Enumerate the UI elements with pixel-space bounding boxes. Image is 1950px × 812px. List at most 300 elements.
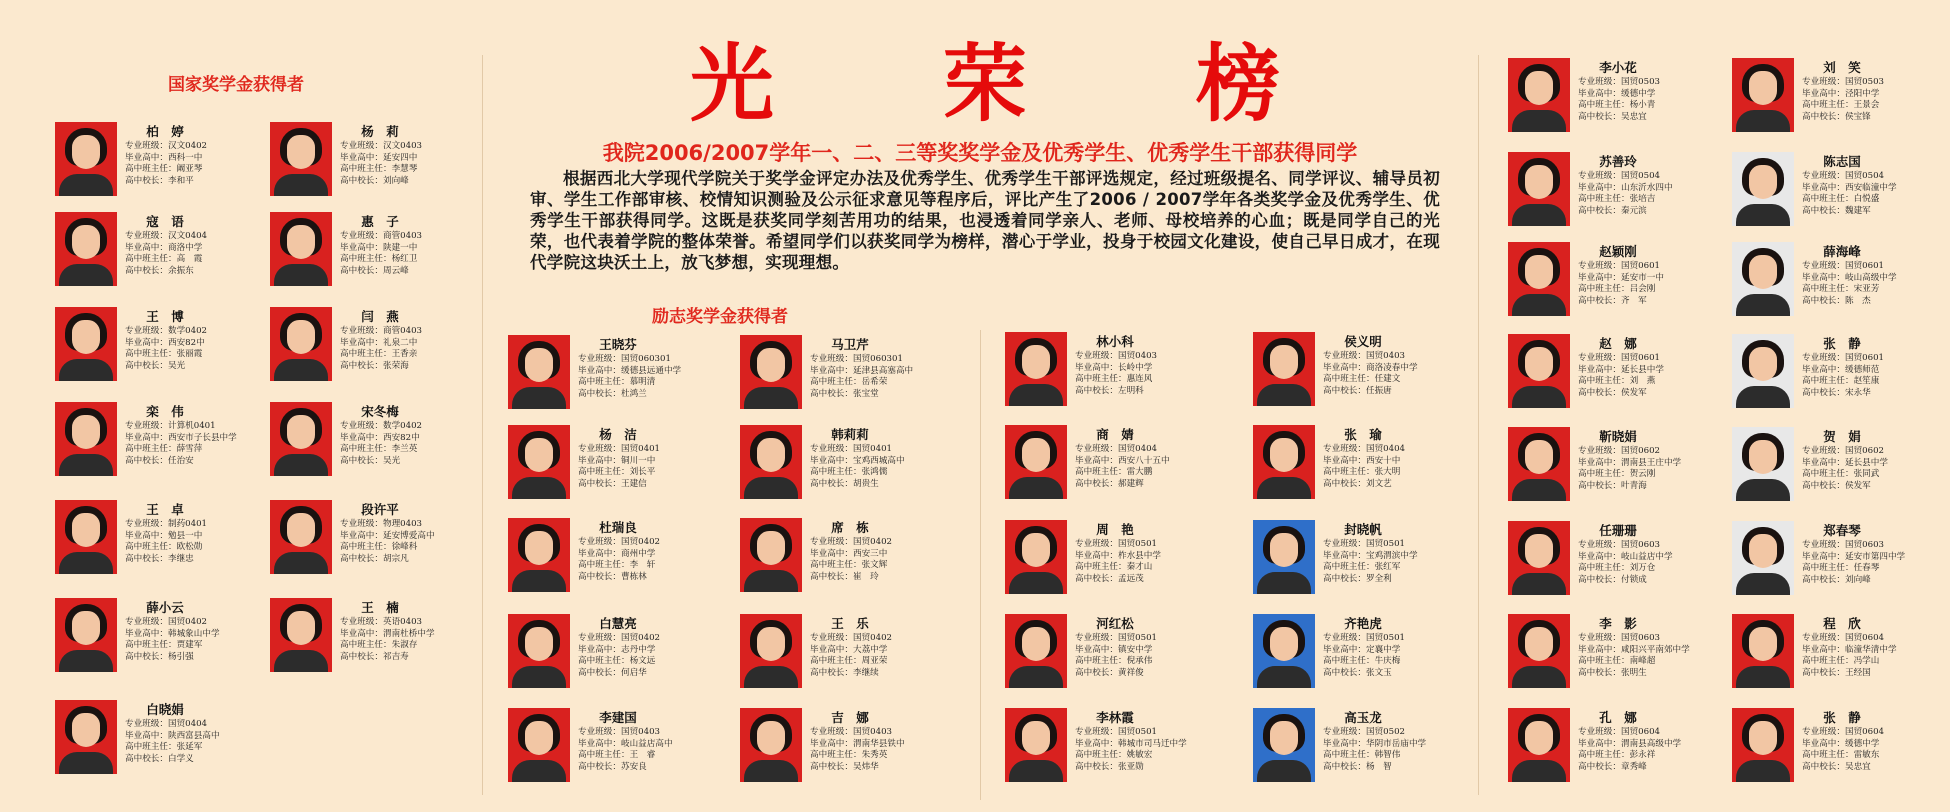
student-card	[1508, 242, 1728, 324]
student-card	[1253, 332, 1473, 414]
student-detail: 专业班级：数学0402	[125, 326, 208, 336]
student-detail: 高中班主任：张大明	[1323, 467, 1401, 477]
student-detail: 高中校长：叶青海	[1578, 480, 1647, 491]
student-detail: 高中班主任：李慧琴	[340, 164, 418, 174]
student-detail: 高中校长：李继续	[810, 667, 879, 678]
student-name: 河红松	[1096, 616, 1134, 631]
student-card	[1508, 334, 1728, 416]
student-info	[125, 212, 275, 277]
student-detail: 专业班级：国贸0604	[1802, 633, 1885, 643]
student-photo	[270, 122, 332, 196]
student-name: 张 静	[1823, 710, 1861, 725]
student-detail: 高中校长：刘向峰	[340, 175, 409, 186]
student-info	[1802, 152, 1950, 217]
student-photo	[1732, 521, 1794, 595]
student-detail: 专业班级：国贸060301	[578, 354, 671, 364]
student-detail: 高中校长：张文玉	[1323, 667, 1392, 678]
student-detail: 高中班主任：彭永祥	[1578, 750, 1656, 760]
student-detail: 高中班主任：刘长平	[578, 467, 656, 477]
student-name: 吉 娜	[831, 710, 869, 725]
student-photo	[1005, 425, 1067, 499]
student-detail: 高中班主任：朱秀英	[810, 750, 888, 760]
student-name: 王 卓	[146, 502, 184, 517]
student-detail: 专业班级：国贸0402	[578, 633, 661, 643]
student-detail: 毕业高中：宝鸡渭滨中学	[1323, 550, 1418, 561]
student-card	[55, 500, 275, 582]
student-detail: 专业班级：计算机0401	[125, 421, 216, 431]
student-name: 寇 语	[146, 214, 184, 229]
student-detail: 高中班主任：王香亲	[340, 349, 418, 359]
student-card	[1253, 614, 1473, 696]
student-detail: 毕业高中：渭南县高级中学	[1578, 738, 1682, 749]
student-card	[1005, 520, 1225, 602]
student-detail: 高中校长：崔 玲	[810, 571, 879, 582]
student-detail: 毕业高中：商州中学	[578, 548, 656, 559]
student-info	[578, 614, 728, 679]
student-name: 柏 婷	[146, 124, 184, 139]
student-detail: 高中校长：黄祥俊	[1075, 667, 1144, 678]
student-detail: 专业班级：汉文0403	[340, 141, 423, 151]
student-name: 苏善玲	[1599, 154, 1637, 169]
student-detail: 专业班级：商管0403	[340, 231, 423, 241]
student-detail: 高中班主任：姚敏宏	[1075, 750, 1153, 760]
student-detail: 高中校长：吴忠宜	[1578, 111, 1647, 122]
student-photo	[270, 307, 332, 381]
student-detail: 高中班主任：刘万仓	[1578, 563, 1656, 573]
student-name: 李林霞	[1096, 710, 1134, 725]
student-name: 赵 娜	[1599, 336, 1637, 351]
student-detail: 高中校长：任振唐	[1323, 385, 1392, 396]
student-name: 韩莉莉	[831, 427, 869, 442]
student-photo	[1732, 614, 1794, 688]
student-name: 闫 燕	[361, 309, 399, 324]
student-card	[270, 500, 490, 582]
student-detail: 毕业高中：西安82中	[125, 337, 205, 348]
student-name: 刘 笑	[1823, 60, 1861, 75]
student-photo	[1253, 708, 1315, 782]
student-detail: 高中校长：付锁成	[1578, 574, 1647, 585]
student-detail: 专业班级：国贸0602	[1802, 446, 1885, 456]
page-title	[690, 36, 1280, 132]
student-card	[55, 212, 275, 294]
student-photo	[1508, 334, 1570, 408]
student-detail: 毕业高中：临潼华清中学	[1802, 644, 1897, 655]
student-info	[1578, 614, 1728, 679]
student-info	[1802, 58, 1950, 123]
student-photo	[270, 212, 332, 286]
student-detail: 专业班级：国贸0503	[1802, 77, 1885, 87]
student-photo	[740, 425, 802, 499]
student-card	[55, 598, 275, 680]
student-info	[125, 122, 275, 187]
student-name: 李 影	[1599, 616, 1637, 631]
student-info	[1075, 520, 1225, 585]
student-name: 孔 娜	[1599, 710, 1637, 725]
student-name: 封晓帆	[1344, 522, 1382, 537]
student-detail: 高中校长：张宝堂	[810, 388, 879, 399]
student-card	[740, 335, 960, 417]
student-photo	[508, 614, 570, 688]
student-photo	[1508, 152, 1570, 226]
student-card	[1508, 58, 1728, 140]
student-detail: 高中校长：侯宝锋	[1802, 111, 1871, 122]
student-photo	[1732, 58, 1794, 132]
student-detail: 高中班主任：白悦盛	[1802, 194, 1880, 204]
student-name: 林小科	[1096, 334, 1134, 349]
student-detail: 专业班级：国贸0404	[125, 719, 208, 729]
student-photo	[740, 335, 802, 409]
student-detail: 高中校长：宋永华	[1802, 387, 1871, 398]
student-detail: 专业班级：国贸0601	[1578, 261, 1661, 271]
student-detail: 高中班主任：李兰英	[340, 444, 418, 454]
student-detail: 毕业高中：咸阳兴平南郊中学	[1578, 644, 1690, 655]
student-detail: 高中校长：左明科	[1075, 385, 1144, 396]
student-detail: 毕业高中：华阴市岳庙中学	[1323, 738, 1427, 749]
student-info	[340, 500, 490, 565]
student-detail: 专业班级：物理0403	[340, 519, 423, 529]
student-name: 席 栋	[831, 520, 869, 535]
student-name: 靳晓娟	[1599, 429, 1637, 444]
student-detail: 高中校长：任治安	[125, 455, 194, 466]
student-detail: 高中班主任：张文辉	[810, 560, 888, 570]
student-photo	[55, 122, 117, 196]
title-char: 榜	[1195, 35, 1280, 133]
student-card	[1508, 708, 1728, 790]
student-card	[1005, 708, 1225, 790]
student-detail: 毕业高中：缓德中学	[1802, 738, 1880, 749]
student-detail: 高中校长：胡贵生	[810, 478, 879, 489]
student-detail: 高中班主任：杨文远	[578, 656, 656, 666]
student-detail: 专业班级：国贸0403	[578, 727, 661, 737]
student-name: 杨 莉	[361, 124, 399, 139]
student-photo	[1253, 520, 1315, 594]
student-photo	[1253, 614, 1315, 688]
student-name: 王晓芬	[599, 337, 637, 352]
student-detail: 专业班级：国贸0401	[578, 444, 661, 454]
student-info	[1802, 427, 1950, 492]
student-detail: 专业班级：国贸0501	[1075, 539, 1158, 549]
student-detail: 高中班主任：秦才山	[1075, 562, 1153, 572]
student-detail: 高中班主任：岳希荣	[810, 377, 888, 387]
student-name: 张 瑜	[1344, 427, 1382, 442]
student-detail: 专业班级：国贸0403	[1323, 351, 1406, 361]
student-detail: 毕业高中：勉县一中	[125, 530, 203, 541]
student-detail: 专业班级：国贸0604	[1802, 727, 1885, 737]
national-scholarship-heading: 国家奖学金获得者	[168, 75, 304, 95]
student-photo	[270, 500, 332, 574]
student-name: 李建国	[599, 710, 637, 725]
student-detail: 毕业高中：延津县高塞高中	[810, 365, 914, 376]
student-detail: 高中校长：杨 智	[1323, 761, 1392, 772]
student-card	[508, 708, 728, 790]
student-info	[1802, 334, 1950, 399]
student-detail: 高中班主任：张丽霞	[125, 349, 203, 359]
student-detail: 高中校长：吴炜华	[810, 761, 879, 772]
student-name: 侯义明	[1344, 334, 1382, 349]
student-card	[270, 212, 490, 294]
student-detail: 专业班级：国贸0504	[1802, 171, 1885, 181]
student-detail: 高中校长：刘文艺	[1323, 478, 1392, 489]
student-photo	[1005, 332, 1067, 406]
inspiration-scholarship-heading: 励志奖学金获得者	[652, 307, 788, 327]
student-detail: 毕业高中：西科一中	[125, 152, 203, 163]
student-detail: 专业班级：国贸0402	[810, 537, 893, 547]
student-card	[1732, 58, 1950, 140]
student-info	[340, 122, 490, 187]
student-detail: 专业班级：国贸0601	[1578, 353, 1661, 363]
student-card	[508, 518, 728, 600]
student-name: 郑春琴	[1823, 523, 1861, 538]
student-info	[340, 307, 490, 372]
student-detail: 毕业高中：西安三中	[810, 548, 888, 559]
student-name: 贺 娟	[1823, 429, 1861, 444]
student-photo	[740, 614, 802, 688]
student-info	[1323, 614, 1473, 679]
student-name: 段许平	[361, 502, 399, 517]
student-detail: 毕业高中：延安博爱高中	[340, 530, 435, 541]
student-detail: 高中班主任：张延军	[125, 742, 203, 752]
student-detail: 高中校长：侯发军	[1802, 480, 1871, 491]
student-name: 宋冬梅	[361, 404, 399, 419]
student-detail: 专业班级：数学0402	[340, 421, 423, 431]
student-photo	[1508, 614, 1570, 688]
student-detail: 专业班级：国贸0403	[1075, 351, 1158, 361]
student-detail: 高中班主任：吕会刚	[1578, 284, 1656, 294]
student-detail: 专业班级：国贸0404	[1323, 444, 1406, 454]
student-info	[810, 708, 960, 773]
student-detail: 专业班级：国贸0501	[1075, 727, 1158, 737]
student-info	[125, 500, 275, 565]
student-detail: 毕业高中：山东沂水四中	[1578, 182, 1673, 193]
student-detail: 毕业高中：柞水县中学	[1075, 550, 1161, 561]
student-info	[1578, 58, 1728, 123]
student-photo	[270, 598, 332, 672]
student-detail: 毕业高中：韩城象山中学	[125, 628, 220, 639]
student-detail: 专业班级：国贸0402	[125, 617, 208, 627]
student-detail: 专业班级：国贸0601	[1802, 353, 1885, 363]
student-name: 张 静	[1823, 336, 1861, 351]
student-card	[1508, 614, 1728, 696]
student-photo	[508, 425, 570, 499]
student-name: 王 楠	[361, 600, 399, 615]
student-photo	[55, 700, 117, 774]
student-detail: 高中校长：孟远茂	[1075, 573, 1144, 584]
student-info	[1578, 521, 1728, 586]
student-detail: 毕业高中：定襄中学	[1323, 644, 1401, 655]
student-detail: 高中班主任：杨红卫	[340, 254, 418, 264]
student-detail: 高中班主任：韩智伟	[1323, 750, 1401, 760]
student-info	[1075, 425, 1225, 490]
student-detail: 专业班级：国贸0502	[1323, 727, 1406, 737]
student-name: 商 婧	[1096, 427, 1134, 442]
student-detail: 高中校长：王建信	[578, 478, 647, 489]
student-info	[1802, 708, 1950, 773]
student-detail: 专业班级：国贸0601	[1802, 261, 1885, 271]
student-info	[1578, 334, 1728, 399]
student-info	[1578, 427, 1728, 492]
student-detail: 专业班级：汉文0404	[125, 231, 208, 241]
student-name: 高玉龙	[1344, 710, 1382, 725]
student-info	[1802, 614, 1950, 679]
student-detail: 毕业高中：铜川一中	[578, 455, 656, 466]
student-detail: 高中班主任：徐峰科	[340, 542, 418, 552]
student-photo	[1508, 58, 1570, 132]
student-photo	[1732, 708, 1794, 782]
student-detail: 高中班主任：南峰超	[1578, 656, 1656, 666]
student-photo	[1732, 242, 1794, 316]
student-detail: 高中校长：王经国	[1802, 667, 1871, 678]
student-detail: 毕业高中：陕建一中	[340, 242, 418, 253]
student-detail: 毕业高中：延长县中学	[1802, 457, 1888, 468]
student-detail: 高中班主任：张红军	[1323, 562, 1401, 572]
student-info	[1075, 332, 1225, 397]
student-detail: 毕业高中：延长县中学	[1578, 364, 1664, 375]
student-detail: 专业班级：汉文0402	[125, 141, 208, 151]
subtitle: 我院2006/2007学年一、二、三等奖奖学金及优秀学生、优秀学生干部获得同学	[602, 141, 1358, 165]
student-name: 王 乐	[831, 616, 869, 631]
student-detail: 高中班主任：刘 燕	[1578, 376, 1656, 386]
student-photo	[1732, 334, 1794, 408]
student-detail: 高中班主任：宋亚芳	[1802, 284, 1880, 294]
student-detail: 专业班级：国贸0402	[810, 633, 893, 643]
student-detail: 毕业高中：渭南县王庄中学	[1578, 457, 1682, 468]
student-photo	[740, 708, 802, 782]
student-info	[1802, 242, 1950, 307]
student-detail: 高中班主任：倪承伟	[1075, 656, 1153, 666]
student-name: 白晓娟	[146, 702, 184, 717]
student-detail: 高中校长：秦元滨	[1578, 205, 1647, 216]
student-detail: 毕业高中：缓德县远通中学	[578, 365, 682, 376]
student-info	[1075, 614, 1225, 679]
student-photo	[1508, 708, 1570, 782]
student-detail: 高中班主任：慕明清	[578, 377, 656, 387]
student-card	[1732, 334, 1950, 416]
student-card	[55, 402, 275, 484]
student-info	[1578, 708, 1728, 773]
student-detail: 高中班主任：贾建军	[125, 640, 203, 650]
student-card	[1005, 614, 1225, 696]
student-detail: 高中班主任：冯学山	[1802, 656, 1880, 666]
student-detail: 毕业高中：延安市第四中学	[1802, 551, 1906, 562]
student-info	[125, 598, 275, 663]
student-detail: 高中校长：齐 军	[1578, 295, 1647, 306]
student-detail: 毕业高中：韩城市司马迁中学	[1075, 738, 1187, 749]
student-detail: 高中校长：张荣海	[340, 360, 409, 371]
student-info	[810, 518, 960, 583]
student-info	[578, 335, 728, 400]
student-card	[1253, 708, 1473, 790]
student-detail: 专业班级：国贸0501	[1075, 633, 1158, 643]
title-char: 荣	[942, 35, 1027, 133]
student-detail: 高中校长：胡宗凡	[340, 553, 409, 564]
student-card	[55, 700, 275, 782]
student-card	[1005, 332, 1225, 414]
student-detail: 毕业高中：西安八十五中	[1075, 455, 1170, 466]
student-detail: 高中校长：吴光	[340, 455, 401, 466]
student-card	[508, 335, 728, 417]
student-card	[1732, 614, 1950, 696]
student-info	[810, 614, 960, 679]
student-name: 惠 子	[361, 214, 399, 229]
student-photo	[1508, 427, 1570, 501]
student-detail: 毕业高中：西安市子长县中学	[125, 432, 237, 443]
student-info	[1323, 425, 1473, 490]
student-info	[1578, 242, 1728, 307]
student-detail: 高中校长：刘向峰	[1802, 574, 1871, 585]
student-photo	[1005, 520, 1067, 594]
student-detail: 专业班级：国贸0604	[1578, 727, 1661, 737]
student-card	[270, 122, 490, 204]
student-detail: 毕业高中：陕西富县高中	[125, 730, 220, 741]
student-info	[1802, 521, 1950, 586]
student-card	[1732, 708, 1950, 790]
student-name: 马卫芹	[831, 337, 869, 352]
student-detail: 毕业高中：西安临潼中学	[1802, 182, 1897, 193]
student-info	[1323, 520, 1473, 585]
student-photo	[1508, 242, 1570, 316]
student-detail: 专业班级：英语0403	[340, 617, 423, 627]
student-detail: 专业班级：国贸0603	[1578, 633, 1661, 643]
student-info	[125, 700, 275, 765]
student-photo	[508, 518, 570, 592]
student-name: 赵颖刚	[1599, 244, 1637, 259]
student-photo	[55, 307, 117, 381]
title-char: 光	[690, 35, 775, 133]
student-detail: 专业班级：国贸0603	[1578, 540, 1661, 550]
student-detail: 专业班级：商管0403	[340, 326, 423, 336]
student-detail: 高中校长：周云峰	[340, 265, 409, 276]
student-detail: 毕业高中：缓德中学	[1578, 88, 1656, 99]
student-detail: 专业班级：国贸0403	[810, 727, 893, 737]
student-detail: 毕业高中：渭南杜桥中学	[340, 628, 435, 639]
student-card	[1732, 242, 1950, 324]
student-info	[1075, 708, 1225, 773]
student-detail: 高中校长：杜鸿兰	[578, 388, 647, 399]
student-info	[340, 212, 490, 277]
student-info	[125, 402, 275, 467]
student-detail: 高中校长：曹栋林	[578, 571, 647, 582]
student-photo	[740, 518, 802, 592]
student-info	[340, 402, 490, 467]
student-name: 栾 伟	[146, 404, 184, 419]
student-photo	[1732, 152, 1794, 226]
student-name: 薛小云	[146, 600, 184, 615]
student-detail: 高中校长：余振东	[125, 265, 194, 276]
student-photo	[55, 212, 117, 286]
student-detail: 高中班主任：薛雪萍	[125, 444, 203, 454]
student-detail: 毕业高中：渭南华县铁中	[810, 738, 905, 749]
divider	[1478, 55, 1479, 795]
student-info	[578, 518, 728, 583]
student-photo	[1732, 427, 1794, 501]
student-name: 王 博	[146, 309, 184, 324]
student-detail: 专业班级：国贸0603	[1802, 540, 1885, 550]
student-info	[578, 425, 728, 490]
student-card	[740, 518, 960, 600]
student-card	[270, 402, 490, 484]
student-detail: 高中班主任：牛庆梅	[1323, 656, 1401, 666]
student-card	[1508, 427, 1728, 509]
student-detail: 高中校长：祁吉寿	[340, 651, 409, 662]
student-card	[1732, 427, 1950, 509]
student-name: 周 艳	[1096, 522, 1134, 537]
student-card	[270, 598, 490, 680]
student-detail: 毕业高中：镇安中学	[1075, 644, 1153, 655]
student-info	[810, 335, 960, 400]
student-name: 薛海峰	[1823, 244, 1861, 259]
student-photo	[1253, 332, 1315, 406]
student-name: 李小花	[1599, 60, 1637, 75]
